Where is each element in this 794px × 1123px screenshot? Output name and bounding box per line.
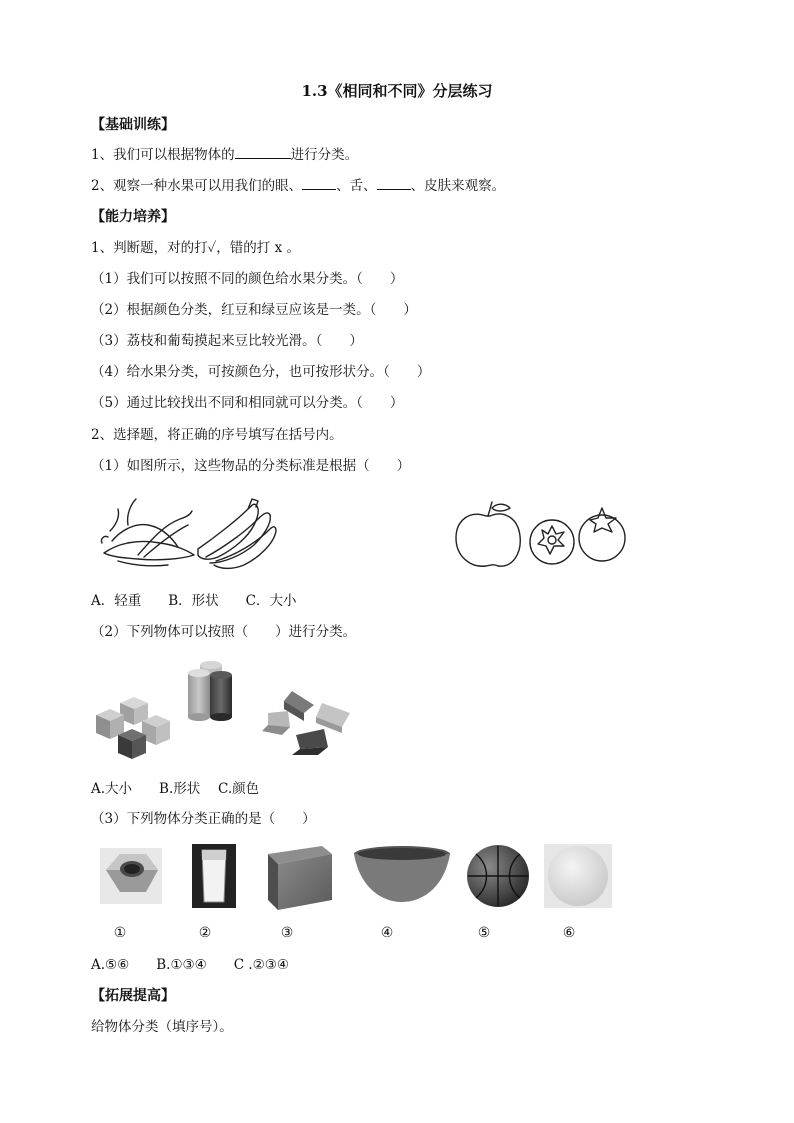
judge-item-5: （5）通过比较找出不同和相同就可以分类。（ ）	[91, 395, 404, 411]
object-label-6: ⑥	[562, 925, 576, 941]
persimmon-1-calyx	[538, 526, 564, 554]
object-label-3: ③	[280, 925, 294, 941]
cylinder-light	[188, 673, 210, 717]
apple-leaf	[492, 504, 510, 511]
choice-q2-options: A.大小 B.形状 C.颜色	[91, 781, 260, 797]
extension-text: 给物体分类（填序号）。	[91, 1019, 233, 1035]
object-label-1: ①	[113, 925, 127, 941]
object-3-cube	[268, 846, 332, 910]
basic-question-1	[91, 146, 358, 164]
object-4-bowl	[354, 846, 450, 902]
judge-item-4: （4）给水果分类，可按颜色分，也可按形状分。（ ）	[91, 364, 431, 380]
choice-q1-options: A．轻重 B．形状 C．大小	[91, 593, 297, 609]
cube-group	[96, 697, 170, 759]
choice-q2-stem: （2）下列物体可以按照（ ）进行分类。	[91, 624, 357, 640]
pepper-5	[110, 509, 119, 531]
persimmon-2-calyx	[590, 508, 616, 532]
object-label-2: ②	[198, 925, 212, 941]
cylinder-light-bottom	[188, 713, 210, 721]
six-objects-illustration	[98, 842, 618, 912]
basic-q1-prefix: 1、我们可以根据物体的	[91, 147, 235, 163]
choice-q1-stem: （1）如图所示，这些物品的分类标准是根据（ ）	[91, 458, 411, 474]
pepper-1-stem	[101, 536, 108, 543]
choice-q3-stem: （3）下列物体分类正确的是（ ）	[91, 811, 316, 827]
choice-q3-options: A.⑤⑥ B.①③④ C .②③④	[91, 957, 289, 973]
cylinder-dark	[210, 675, 232, 717]
basic-question-2	[91, 177, 505, 195]
banana-1	[198, 504, 258, 559]
basic-q1-suffix: 进行分类。	[290, 147, 359, 163]
apple-persimmons-illustration	[452, 500, 628, 570]
pepper-4	[118, 561, 168, 566]
wedge-4	[296, 729, 328, 749]
cylinder-group	[188, 661, 232, 721]
wedge-2	[268, 711, 290, 727]
persimmon-2	[579, 515, 625, 561]
banana-3	[214, 527, 276, 569]
choice-heading: 2、选择题，将正确的序号填写在括号内。	[91, 427, 343, 443]
basic-q2-part-b: 、舌、	[336, 178, 377, 194]
apple-stem	[488, 502, 492, 516]
basic-q2-part-a: 2、观察一种水果可以用我们的眼、	[91, 178, 303, 194]
section-basic-heading: 【基础训练】	[91, 117, 175, 133]
basic-q1-blank	[235, 146, 291, 159]
basic-q2-blank-2	[377, 177, 411, 190]
object-label-5: ⑤	[477, 925, 491, 941]
judge-item-2: （2）根据颜色分类，红豆和绿豆应该是一类。（ ）	[91, 302, 417, 318]
object-2-glass-of-milk	[192, 844, 236, 908]
object-label-4: ④	[380, 925, 394, 941]
object-6-white-ball	[544, 844, 612, 908]
judge-heading: 1、判断题，对的打✓，错的打 x 。	[91, 240, 300, 256]
object-1-hex-nut	[100, 848, 162, 904]
cylinder-light-top	[188, 669, 210, 677]
judge-item-1: （1）我们可以按照不同的颜色给水果分类。（ ）	[91, 271, 404, 287]
section-extension-heading: 【拓展提高】	[91, 988, 175, 1004]
page-title: 1.3《相同和不同》分层练习	[301, 82, 493, 100]
wedge-group	[262, 691, 350, 755]
apple	[456, 514, 520, 566]
basic-q2-blank-1	[302, 177, 336, 190]
solid-shapes-illustration	[92, 655, 357, 765]
cylinder-dark-top	[210, 671, 232, 679]
judge-item-3: （3）荔枝和葡萄摸起来豆比较光滑。（ ）	[91, 333, 363, 349]
persimmon-1-center	[548, 536, 556, 544]
pepper-2-stem	[128, 499, 136, 525]
cylinder-back-top	[200, 661, 222, 669]
cylinder-dark-bottom	[210, 713, 232, 721]
peppers-bananas-illustration	[98, 495, 278, 573]
pepper-1	[104, 541, 194, 559]
basic-q2-part-c: 、皮肤来观察。	[410, 178, 506, 194]
section-ability-heading: 【能力培养】	[91, 209, 175, 225]
object-5-basketball	[467, 845, 529, 907]
